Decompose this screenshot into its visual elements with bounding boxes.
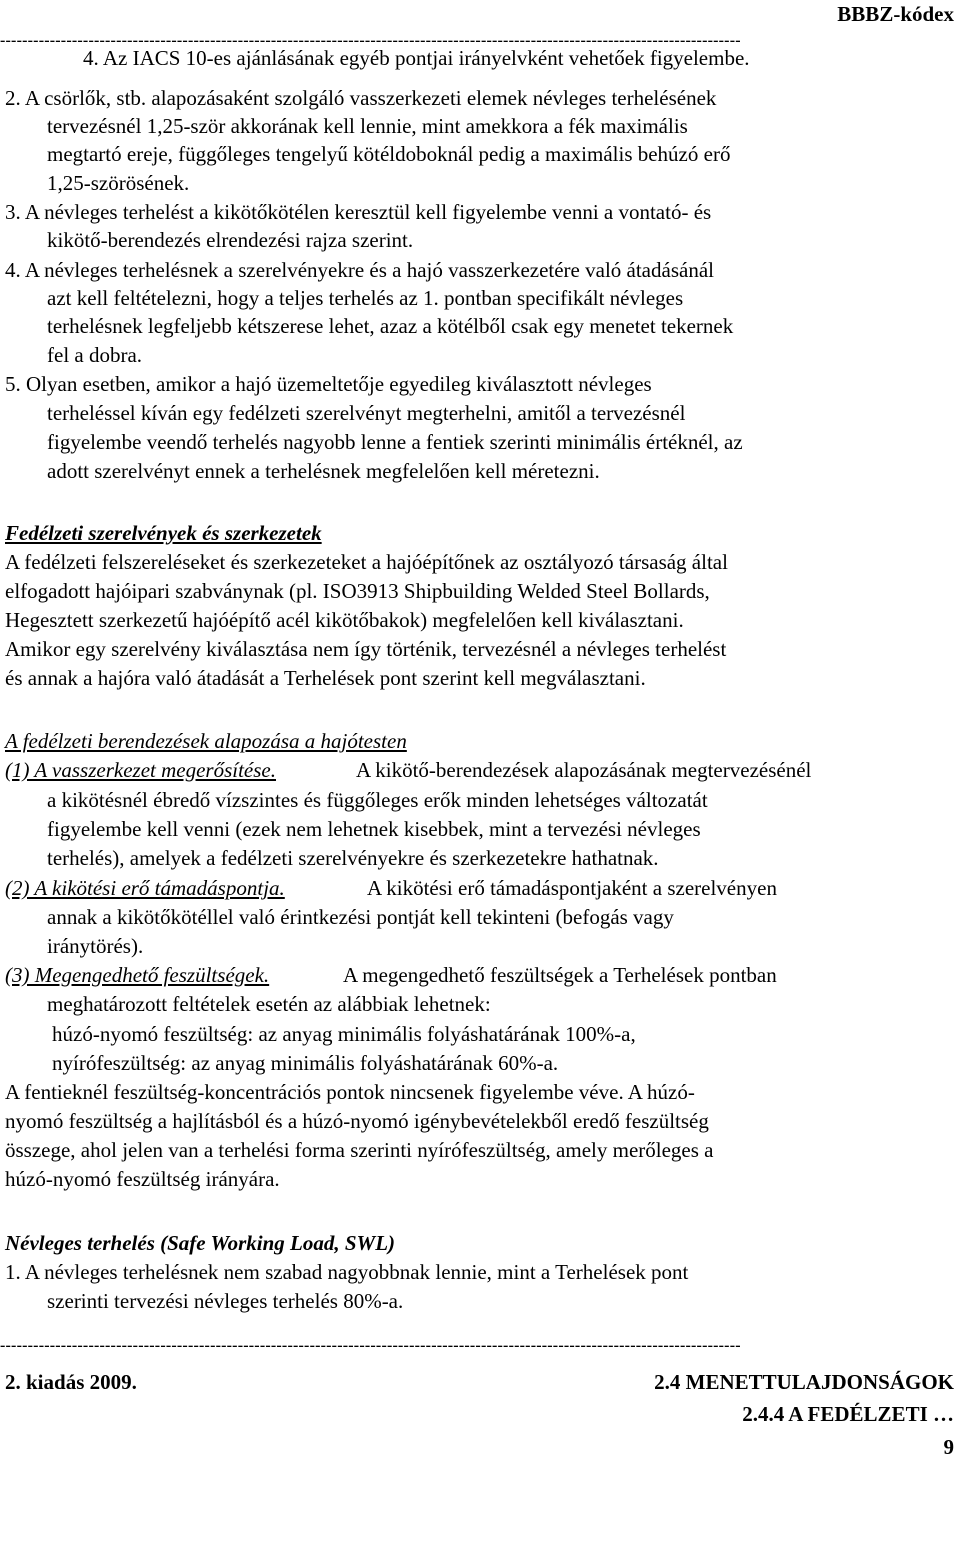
text-line: (1) A vasszerkezet megerősítése. bbox=[5, 758, 276, 782]
text-line: adott szerelvényt ennek a terhelésnek megfelelően kell méretezni. bbox=[47, 459, 600, 483]
text-line: 1. A névleges terhelésnek nem szabad nagyobbnak lennie, mint a Terhelések pont bbox=[5, 1260, 689, 1284]
footer-separator: -------------------------------------------------------------------------------------------------------------------------------------- bbox=[0, 1338, 741, 1354]
text-line: tervezésnél 1,25-ször akkorának kell lennie, mint amekkora a fék maximális bbox=[47, 114, 688, 138]
footer-chapter: 2.4 MENETTULAJDONSÁGOK bbox=[654, 1370, 954, 1394]
text-line: Hegesztett szerkezetű hajóépítő acél kikötőbakok) megfelelően kell kiválasztani. bbox=[5, 608, 684, 632]
text-line: 3. A névleges terhelést a kikötőkötélen keresztül kell figyelembe venni a vontató- és bbox=[5, 200, 712, 224]
text-line: összege, ahol jelen van a terhelési forma szerinti nyírófeszültség, amely merőleges a bbox=[5, 1138, 714, 1162]
text-line: megtartó ereje, függőleges tengelyű kötéldoboknál pedig a maximális behúzó erő bbox=[47, 142, 731, 166]
text-line: figyelembe veendő terhelés nagyobb lenne a fentiek szerinti minimális értéknél, az bbox=[47, 430, 743, 454]
text-line: A fentieknél feszültség-koncentrációs pontok nincsenek figyelembe véve. A húzó- bbox=[5, 1080, 695, 1104]
footer-section: 2.4.4 A FEDÉLZETI … bbox=[742, 1402, 954, 1426]
text-line: Amikor egy szerelvény kiválasztása nem így történik, tervezésnél a névleges terhelést bbox=[5, 637, 727, 661]
text-line: A fedélzeti berendezések alapozása a hajótesten bbox=[5, 729, 407, 753]
text-line: fel a dobra. bbox=[47, 343, 143, 367]
text-line: és annak a hajóra való átadását a Terhelések pont szerint kell megválasztani. bbox=[5, 666, 646, 690]
text-line: nyírófeszültség: az anyag minimális folyáshatárának 60%-a. bbox=[52, 1051, 559, 1075]
text-line: A fedélzeti felszereléseket és szerkezeteket a hajóépítőnek az osztályozó társaság által bbox=[5, 550, 728, 574]
text-line-continuation: A kikötési erő támadáspontjaként a szerelvényen bbox=[367, 876, 777, 900]
text-line: iránytörés). bbox=[47, 934, 144, 958]
text-line: meghatározott feltételek esetén az alábbiak lehetnek: bbox=[47, 992, 491, 1016]
text-line: szerinti tervezési névleges terhelés 80%-a. bbox=[47, 1289, 404, 1313]
text-line: azt kell feltételezni, hogy a teljes terhelés az 1. pontban specifikált névleges bbox=[47, 286, 684, 310]
text-line: terhelés), amelyek a fedélzeti szerelvényekre és szerkezetekre hathatnak. bbox=[47, 846, 659, 870]
text-line-continuation: A megengedhető feszültségek a Terhelések pontban bbox=[343, 963, 777, 987]
text-line: húzó-nyomó feszültség irányára. bbox=[5, 1167, 280, 1191]
text-line: annak a kikötőkötéllel való érintkezési pontját kell tekinteni (befogás vagy bbox=[47, 905, 674, 929]
text-line: terhelésnek legfeljebb kétszerese lehet, azaz a kötélből csak egy menetet tekernek bbox=[47, 314, 734, 338]
text-line: 5. Olyan esetben, amikor a hajó üzemeltetője egyedileg kiválasztott névleges bbox=[5, 372, 652, 396]
text-line: kikötő-berendezés elrendezési rajza szerint. bbox=[47, 228, 414, 252]
text-line-continuation: A kikötő-berendezések alapozásának megtervezésénél bbox=[356, 758, 812, 782]
text-line: figyelembe kell venni (ezek nem lehetnek kisebbek, mint a tervezési névleges bbox=[47, 817, 701, 841]
header-code: BBBZ-kódex bbox=[837, 2, 954, 26]
page-number: 9 bbox=[943, 1435, 954, 1459]
text-line: nyomó feszültség a hajlításból és a húzó-nyomó igénybevételekből eredő feszültség bbox=[5, 1109, 709, 1133]
text-line: elfogadott hajóipari szabványnak (pl. ISO3913 Shipbuilding Welded Steel Bollards, bbox=[5, 579, 710, 603]
text-line: (3) Megengedhető feszültségek. bbox=[5, 963, 270, 987]
text-line: Fedélzeti szerelvények és szerkezetek bbox=[5, 521, 322, 545]
text-line: terheléssel kíván egy fedélzeti szerelvényt megterhelni, amitől a tervezésnél bbox=[47, 401, 686, 425]
text-line: 1,25-szörösének. bbox=[47, 171, 190, 195]
text-line: Névleges terhelés (Safe Working Load, SWL) bbox=[5, 1231, 396, 1255]
text-line: 4. A névleges terhelésnek a szerelvényekre és a hajó vasszerkezetére való átadásánál bbox=[5, 258, 714, 282]
text-line: a kikötésnél ébredő vízszintes és függőleges erők minden lehetséges változatát bbox=[47, 788, 708, 812]
text-line: húzó-nyomó feszültség: az anyag minimális folyáshatárának 100%-a, bbox=[52, 1022, 636, 1046]
text-line: 2. A csörlők, stb. alapozásaként szolgáló vasszerkezeti elemek névleges terhelésének bbox=[5, 86, 717, 110]
header-separator: -------------------------------------------------------------------------------------------------------------------------------------- bbox=[0, 33, 741, 49]
text-line: (2) A kikötési erő támadáspontja. bbox=[5, 876, 285, 900]
text-line: 4. Az IACS 10-es ajánlásának egyéb pontjai irányelvként vehetőek figyelembe. bbox=[83, 46, 750, 70]
footer-edition: 2. kiadás 2009. bbox=[5, 1370, 137, 1394]
